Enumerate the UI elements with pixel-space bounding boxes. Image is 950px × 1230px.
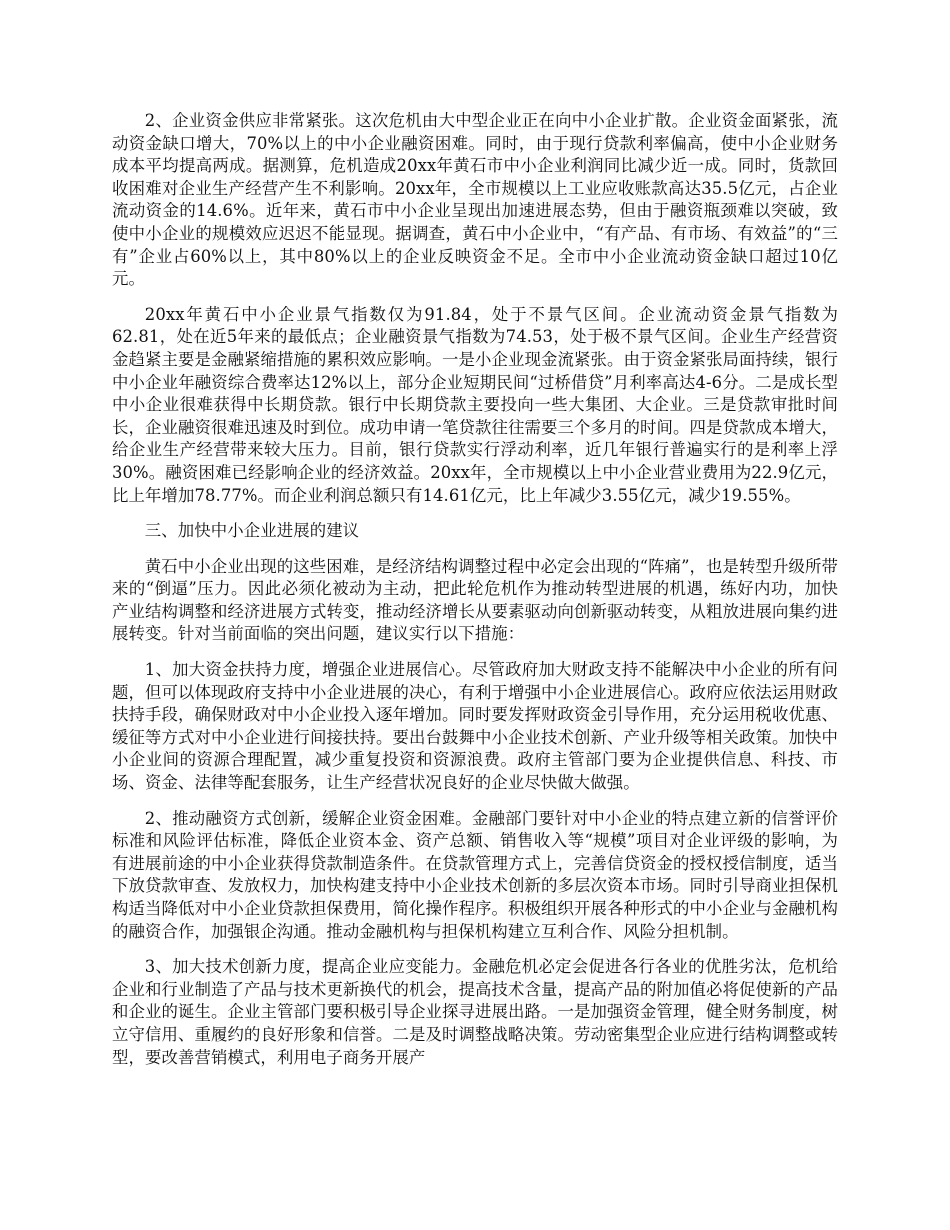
paragraph-funding-shortage: 2、企业资金供应非常紧张。这次危机由大中型企业正在向中小企业扩散。企业资金面紧张，流动资金缺口增大，70%以上的中小企业融资困难。同时，由于现行贷款利率偏高，使中小企业财务成本平均提高两成。据测算，危机造成20xx年黄石市中小企业利润同比减少近一成。同时，货款回收困难对企业生产经营产生不利影响。20xx年，全市规模以上工业应收账款高达35.5亿元，占企业流动资金的14.6%。近年来，黄石市中小企业呈现出加速进展态势，但由于融资瓶颈难以突破，致使中小企业的规模效应迟迟不能显现。据调查，黄石中小企业中，“有产品、有市场、有效益”的“三有”企业占60%以上，其中80%以上的企业反映资金不足。全市中小企业流动资金缺口超过10亿元。 (112, 111, 838, 289)
paragraph-climate-index: 20xx年黄石中小企业景气指数仅为91.84，处于不景气区间。企业流动资金景气指数为62.81，处在近5年来的最低点；企业融资景气指数为74.53，处于极不景气区间。企业生产经营资金趋紧主要是金融紧缩措施的累积效应影响。一是小企业现金流紧张。由于资金紧张局面持续，银行中小企业年融资综合费率达12%以上，部分企业短期民间“过桥借贷”月利率高达4-6分。二是成长型中小企业很难获得中长期贷款。银行中长期贷款主要投向一些大集团、大企业。三是贷款审批时间长，企业融资很难迅速及时到位。成功申请一笔贷款往往需要三个多月的时间。四是贷款成本增大，给企业生产经营带来较大压力。目前，银行贷款实行浮动利率，近几年银行普遍实行的是利率上浮30%。融资困难已经影响企业的经济效益。20xx年，全市规模以上中小企业营业费用为22.9亿元，比上年增加78.77%。而企业利润总额只有14.61亿元，比上年减少3.55亿元，减少19.55%。 (112, 304, 838, 505)
paragraph-fund-support: 1、加大资金扶持力度，增强企业进展信心。尽管政府加大财政支持不能解决中小企业的所有问题，但可以体现政府支持中小企业进展的决心，有利于增强中小企业进展信心。政府应依法运用财政扶持手段，确保财政对中小企业投入逐年增加。同时要发挥财政资金引导作用，充分运用税收优惠、缓征等方式对中小企业进行间接扶持。要出台鼓舞中小企业技术创新、产业升级等相关政策。加快中小企业间的资源合理配置，减少重复投资和资源浪费。政府主管部门要为企业提供信息、科技、市场、资金、法律等配套服务，让生产经营状况良好的企业尽快做大做强。 (112, 660, 838, 793)
section-heading-recommendations: 三、加快中小企业进展的建议 (144, 521, 360, 541)
paragraph-tech-innovation: 3、加大技术创新力度，提高企业应变能力。金融危机必定会促进各行各业的优胜劣汰，危机给企业和行业制造了产品与技术更新换代的机会，提高技术含量，提高产品的附加值必将促使新的产品和企业的诞生。企业主管部门要积极引导企业探寻进展出路。一是加强资金管理，健全财务制度，树立守信用、重履约的良好形象和信誉。二是及时调整战略决策。劳动密集型企业应进行结构调整或转型，要改善营销模式，利用电子商务开展产 (112, 957, 838, 1067)
paragraph-transformation: 黄石中小企业出现的这些困难，是经济结构调整过程中必定会出现的“阵痛”，也是转型升级所带来的“倒逼”压力。因此必须化被动为主动，把此轮危机作为推动转型进展的机遇，练好内功，加快产业结构调整和经济进展方式转变，推动经济增长从要素驱动向创新驱动转变，从粗放进展向集约进展转变。针对当前面临的突出问题，建议实行以下措施： (112, 556, 838, 644)
paragraph-financing-innovation: 2、推动融资方式创新，缓解企业资金困难。金融部门要针对中小企业的特点建立新的信誉评价标准和风险评估标准，降低企业资本金、资产总额、销售收入等“规模”项目对企业评级的影响，为有进展前途的中小企业获得贷款制造条件。在贷款管理方式上，完善信贷资金的授权授信制度，适当下放贷款审查、发放权力，加快构建支持中小企业技术创新的多层次资本市场。同时引导商业担保机构适当降低对中小企业贷款担保费用，简化操作程序。积极组织开展各种形式的中小企业与金融机构的融资合作，加强银企沟通。推动金融机构与担保机构建立互利合作、风险分担机制。 (112, 808, 838, 941)
document-body (112, 110, 838, 1082)
